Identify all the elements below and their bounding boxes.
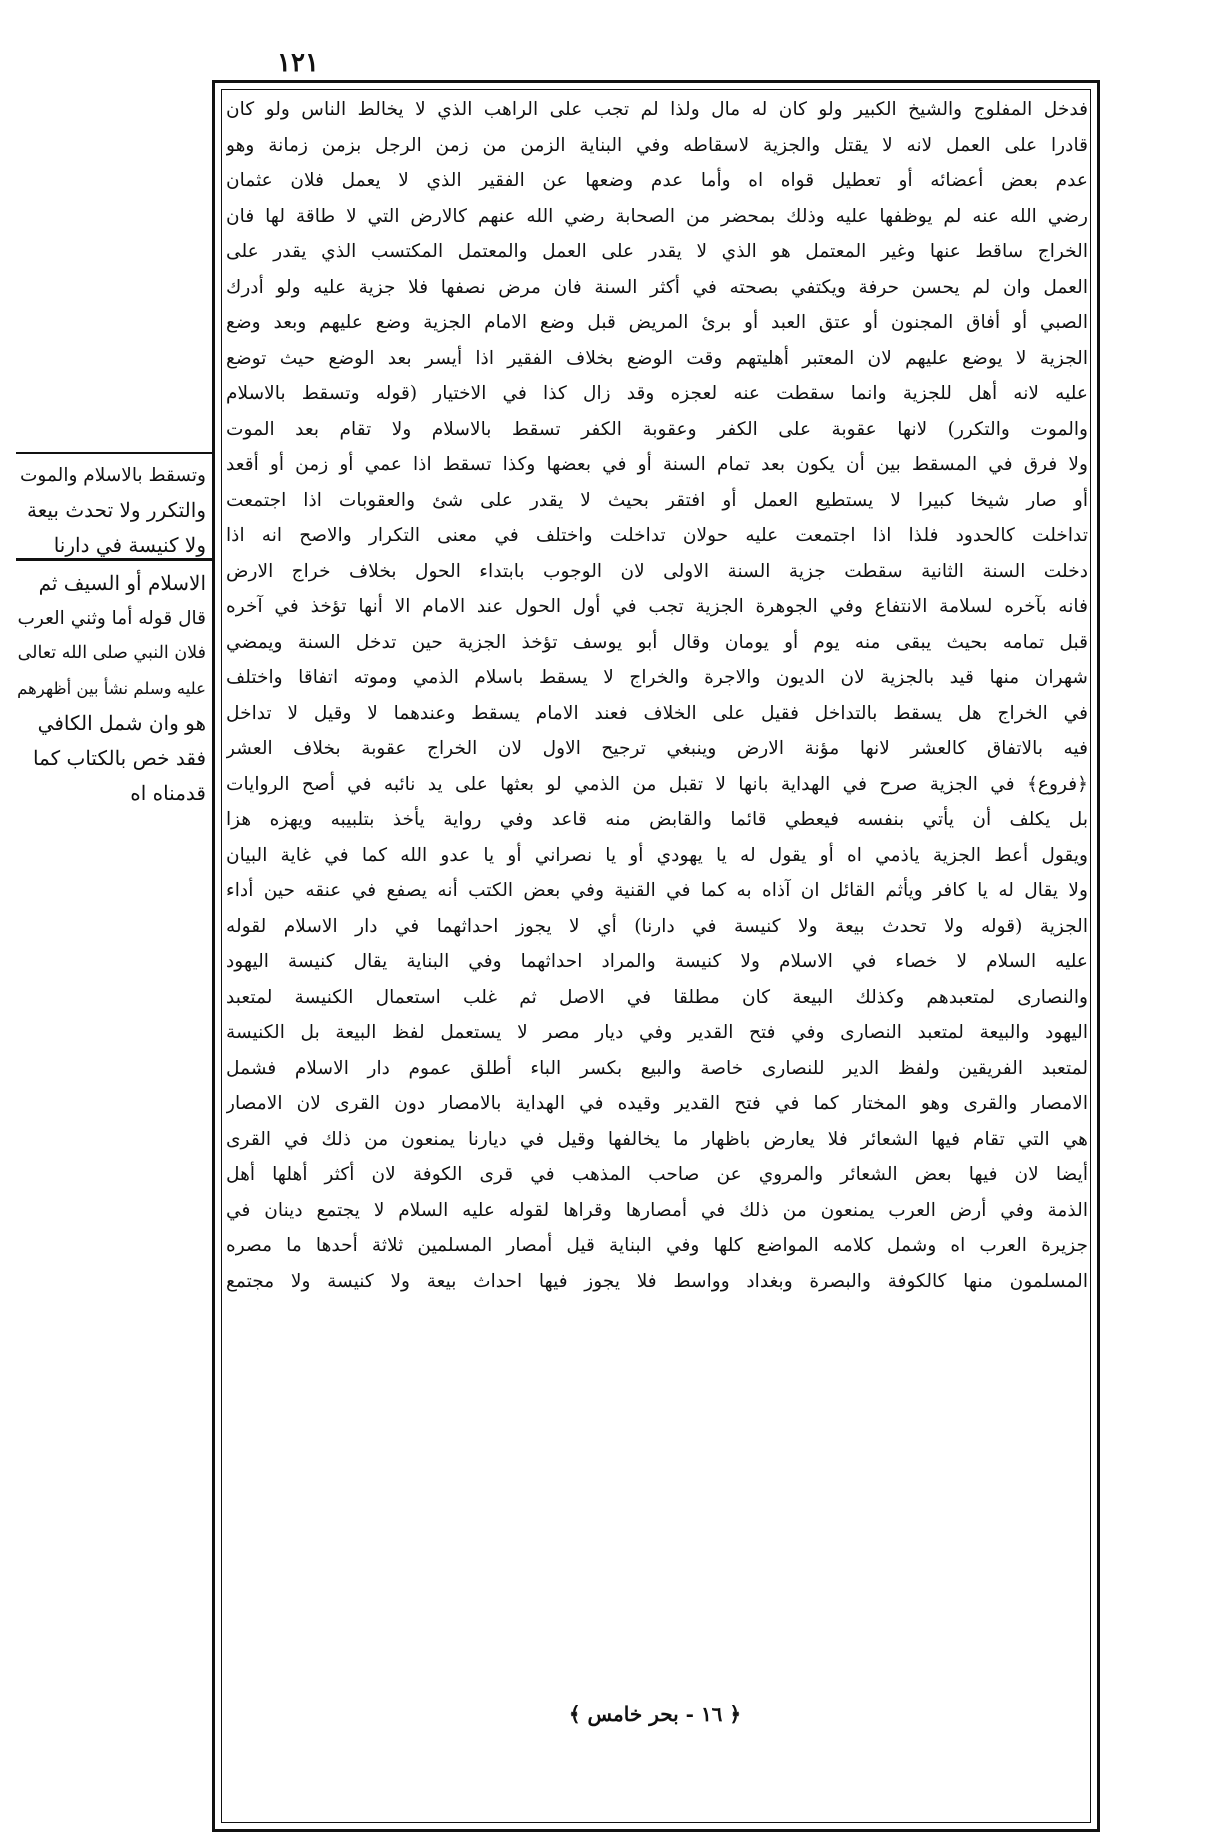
text-line: الصبي أو أفاق المجنون أو عتق العبد أو برئ المريض قبل وضع الامام الجزية وضع عليهم وبعد وضع [226, 312, 1088, 333]
text-line: ولا يقال له يا كافر ويأثم القائل ان آذاه به كما في القنية وفي بعض الكتب أنه يصفع في عنقه حين أداء [226, 880, 1088, 901]
margin-line: هو وان شمل الكافي [37, 711, 206, 735]
text-line: عدم بعض أعضائه أو تعطيل قواه اه وأما عدم وضعها عن الفقير الذي لا يعمل فلان عثمان [226, 170, 1088, 191]
margin-line: فقد خص بالكتاب كما [32, 746, 206, 770]
margin-line: قدمناه اه [130, 781, 206, 805]
margin-line: فلان النبي صلى الله تعالى [17, 643, 206, 663]
text-line: العمل وان لم يحسن حرفة ويكتفي بصحته في أكثر السنة فان مرض نصفها فلا جزية عليه ولو أدرك [226, 276, 1088, 298]
text-line: أيضا لان فيها بعض الشعائر والمروي عن صاحب المذهب في قرى الكوفة لان أكثر أهلها أهل [226, 1164, 1088, 1185]
text-line: هي التي تقام فيها الشعائر فلا يعارض باظهار ما يخالفها وقيل في ديارنا يمنعون من ذلك في القرى [226, 1128, 1088, 1150]
text-line: فيه بالاتفاق كالعشر لانها مؤنة الارض وينبغي ترجيح الاول لان الخراج عقوبة بخلاف العشر [226, 738, 1088, 759]
margin-commentary-text [16, 566, 206, 811]
text-line: والموت والتكرر) لانها عقوبة على الكفر وعقوبة الكفر تسقط بالاسلام ولا تقام بعد الموت [226, 418, 1088, 440]
text-line: الامصار والقرى وهو المختار كما في فتح القدير وقيده في الهداية بالامصار دون القرى لان الامصار [226, 1093, 1088, 1114]
text-line: عليه لانه أهل للجزية وانما سقطت عنه لعجزه وقد زال كذا في الاختيار (قوله وتسقط بالاسلام [226, 383, 1088, 404]
text-line: الجزية (قوله ولا تحدث بيعة ولا كنيسة في دارنا) أي لا يجوز احداثهما في دار الاسلام لقوله [226, 915, 1088, 937]
text-line: ويقول أعط الجزية ياذمي اه أو يقول له يا يهودي أو يا نصراني أو يا عدو الله كما في غاية البيان [226, 844, 1088, 866]
text-line: شهران منها قيد بالجزية لان الديون والاجرة والخراج لا يسقط باسلام الذمي وموته اتفاقا واختلف [226, 667, 1088, 688]
margin-line: والتكرر ولا تحدث بيعة [27, 498, 206, 522]
text-line: فدخل المفلوج والشيخ الكبير ولو كان له مال ولذا لم تجب على الراهب الذي لا يخالط الناس ولو كان [226, 99, 1088, 120]
margin-line: ولا كنيسة في دارنا [53, 533, 206, 557]
text-line: بل يكلف أن يأتي بنفسه فيعطي قائما والقابض منه قاعد وفي رواية يأخذ بتلبيبه ويهزه هزا [226, 809, 1088, 830]
text-line: في الخراج هل يسقط بالتداخل فقيل على الخلاف فعند الامام يسقط وعندهما لا وقيل لا تداخل [226, 702, 1088, 724]
text-line: ولا فرق في المسقط بين أن يكون بعد تمام السنة أو في بعضها وكذا تسقط اذا عمي أو زمن أو أقعد [226, 454, 1088, 475]
text-line: رضي الله عنه لم يوظفها عليه وذلك بمحضر من الصحابة رضي الله عنهم كالارض التي لا طاقة لها فان [226, 205, 1088, 227]
text-line: فانه بآخره لسلامة الانتفاع وفي الجوهرة الجزية تجب في أول الحول عند الامام الا أنها تؤخذ في آخره [226, 596, 1088, 617]
text-line: لمتعبد الفريقين ولفظ الدير للنصارى خاصة والبيع بكسر الباء أطلق عموم دار الاسلام فشمل [226, 1057, 1088, 1079]
text-line: ﴿فروع﴾ في الجزية صرح في الهداية بانها لا تقبل من الذمي لو بعثها على يد نائبه في أصح الروايات [226, 773, 1088, 795]
text-line: دخلت السنة الثانية سقطت جزية السنة الاولى لان الوجوب بابتداء الحول بخلاف خراج الارض [226, 560, 1088, 582]
margin-matn-text [16, 458, 206, 563]
text-line: أو صار شيخا كبيرا لا يستطيع العمل أو افتقر بحيث لا يقدر على شئ والعقوبات اذا اجتمعت [226, 489, 1088, 511]
text-line: الخراج ساقط عنها وغير المعتمل هو الذي لا يقدر على العمل والمعتمل المكتسب الذي يقدر على [226, 241, 1088, 262]
text-line: اليهود والبيعة لمتعبد النصارى وفي فتح القدير وفي ديار مصر لا يستعمل لفظ البيعة بل الكنيسة [226, 1022, 1088, 1043]
margin-line: عليه وسلم نشأ بين أظهرهم [17, 679, 206, 698]
page-number: ١٢١ [277, 48, 319, 78]
footer-signature: ﴿ ١٦ - بحر خامس ﴾ [568, 1702, 742, 1726]
text-line: قبل تمامه بحيث يبقى منه يوم أو يومان وقال أبو يوسف تؤخذ الجزية حين تدخل السنة ويمضي [226, 631, 1088, 653]
main-text-block [226, 92, 1088, 1822]
margin-rule-bottom [16, 558, 212, 561]
margin-line: قال قوله أما وثني العرب [17, 608, 206, 629]
text-line: عليه السلام لا خصاء في الاسلام ولا كنيسة والمراد احداثهما وفي البناية يقال كنيسة اليهود [226, 951, 1088, 972]
text-line: قادرا على العمل لانه لا يقتل والجزية لاسقاطه وفي البناية الزمن من زمن الرجل بزمن زمانة وهو [226, 134, 1088, 156]
text-line: الجزية لا يوضع عليهم لان المعتبر أهليتهم وقت الوضع بخلاف الفقير اذا أيسر بعد الوضع حيث توضع [226, 347, 1088, 369]
text-line: تداخلت كالحدود فلذا اذا اجتمعت عليه حولان تداخلت واختلف في معنى التكرار والاصح انه اذا [226, 525, 1088, 546]
text-line: جزيرة العرب اه وشمل كلامه المواضع كلها وفي البناية قيل أمصار المسلمين ثلاثة أحدها ما مصره [226, 1235, 1088, 1256]
margin-rule-top [16, 452, 212, 454]
margin-line: الاسلام أو السيف ثم [38, 571, 206, 595]
margin-line: وتسقط بالاسلام والموت [20, 465, 206, 486]
text-line: والنصارى لمتعبدهم وكذلك البيعة كان مطلقا في الاصل ثم غلب استعمال الكنيسة لمتعبد [226, 986, 1088, 1008]
text-line: المسلمون منها كالكوفة والبصرة وبغداد وواسط فلا يجوز فيها احداث بيعة ولا كنيسة ولا مجتمع [226, 1270, 1088, 1292]
text-line: الذمة وفي أرض العرب يمنعون من ذلك في أمصارها وقراها لقوله عليه السلام لا يجتمع دينان في [226, 1199, 1088, 1221]
